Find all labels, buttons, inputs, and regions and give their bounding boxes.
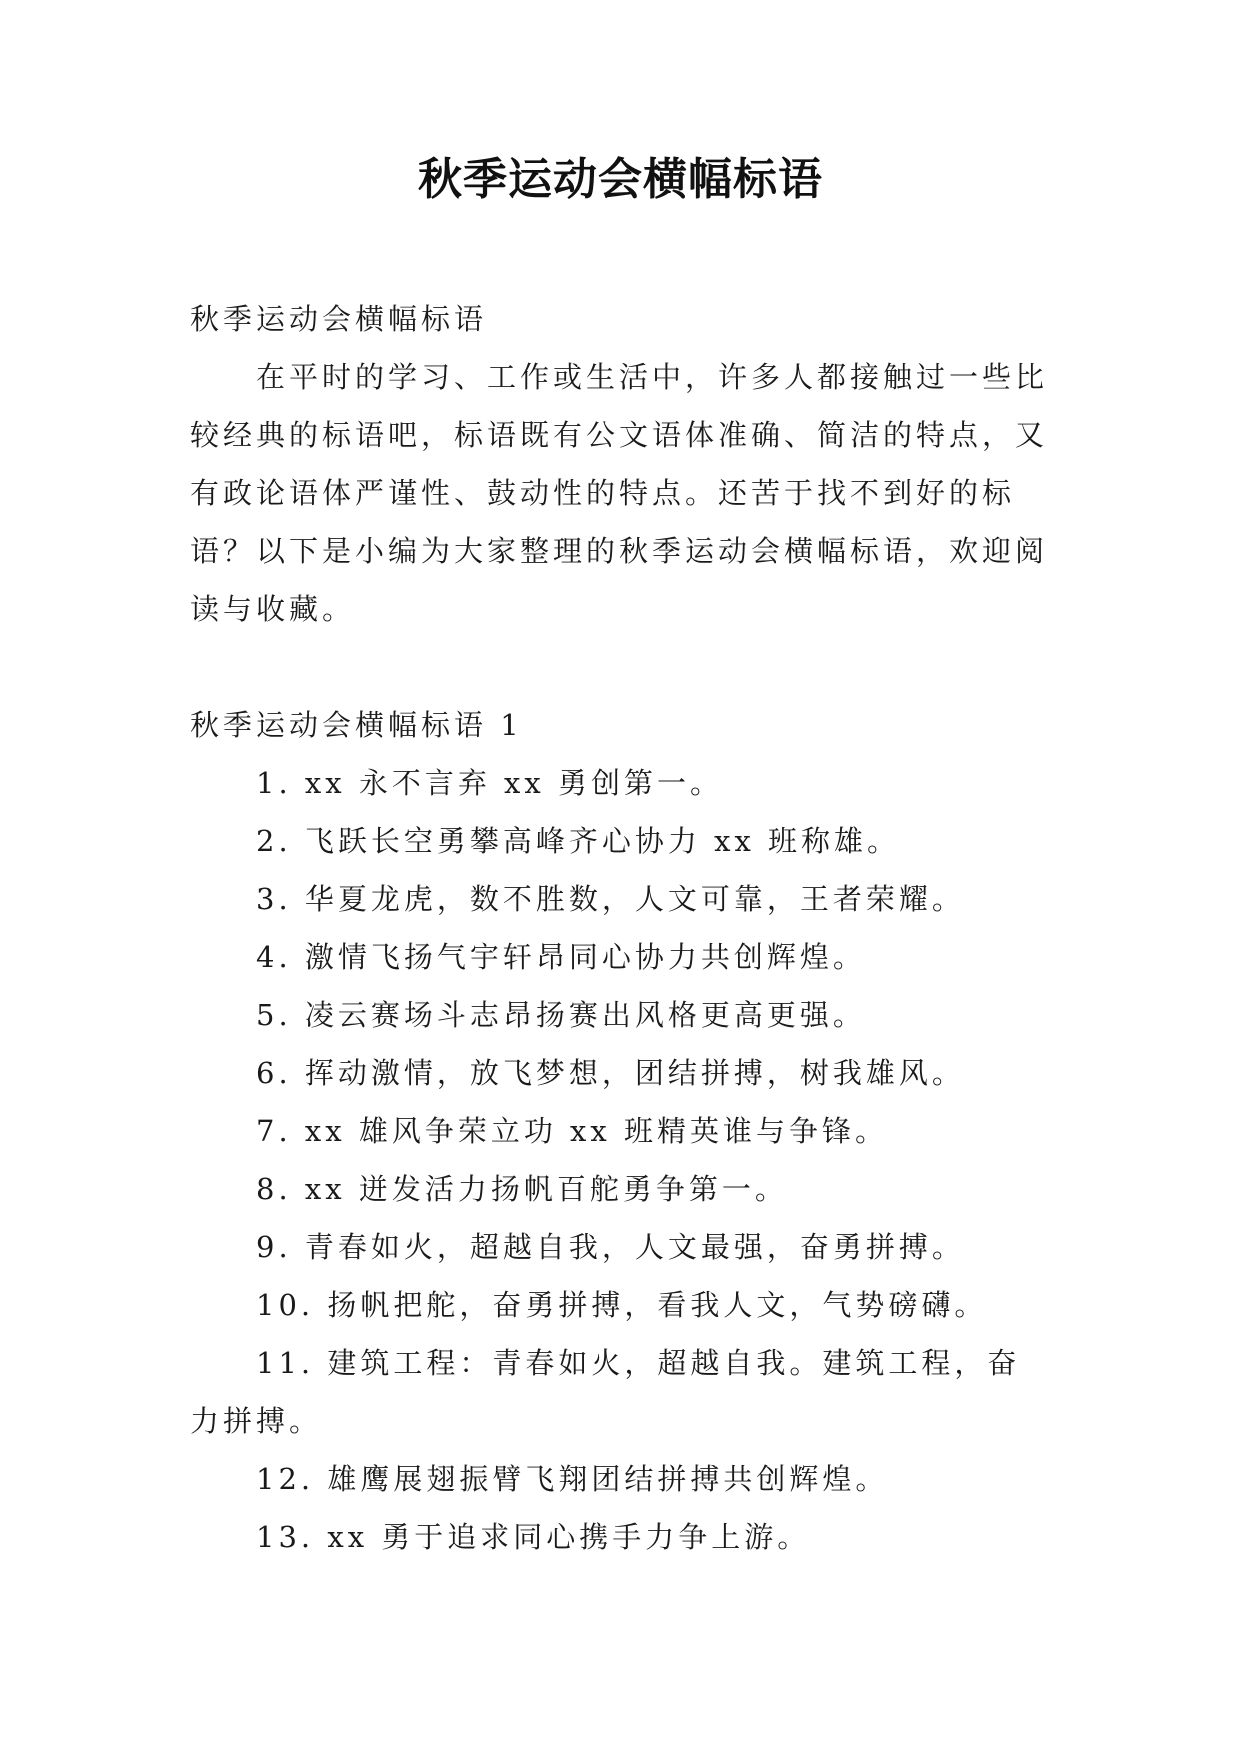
slogan-item: 6. 挥动激情，放飞梦想，团结拼搏，树我雄风。 [256,1056,965,1090]
document-body [190,290,1050,1566]
slogan-item: 4. 激情飞扬气宇轩昂同心协力共创辉煌。 [256,940,866,974]
intro-paragraph: 在平时的学习、工作或生活中，许多人都接触过一些比较经典的标语吧，标语既有公文语体准确、简洁的特点，又有政论语体严谨性、鼓动性的特点。还苦于找不到好的标语？以下是小编为大家整理的秋季运动会横幅标语，欢迎阅读与收藏。 [190,360,1049,626]
slogan-item: 13. xx 勇于追求同心携手力争上游。 [256,1520,811,1554]
document-subtitle: 秋季运动会横幅标语 [190,302,488,336]
slogan-item: 8. xx 迸发活力扬帆百舵勇争第一。 [256,1172,788,1206]
slogan-item: 12. 雄鹰展翅振臂飞翔团结拼搏共创辉煌。 [256,1462,889,1496]
paragraph-spacer [190,638,1050,696]
slogan-item: 11. 建筑工程：青春如火，超越自我。建筑工程，奋力拼搏。 [190,1346,1021,1438]
slogan-item: 10. 扬帆把舵，奋勇拼搏，看我人文，气势磅礴。 [256,1288,988,1322]
slogan-item: 7. xx 雄风争荣立功 xx 班精英谁与争锋。 [256,1114,888,1148]
section-heading: 秋季运动会横幅标语 1 [190,708,523,742]
slogan-item: 2. 飞跃长空勇攀高峰齐心协力 xx 班称雄。 [256,824,901,858]
slogan-item: 3. 华夏龙虎，数不胜数，人文可靠，王者荣耀。 [256,882,965,916]
slogan-item: 1. xx 永不言弃 xx 勇创第一。 [256,766,723,800]
document-title: 秋季运动会横幅标语 [418,154,823,205]
slogan-item: 5. 凌云赛场斗志昂扬赛出风格更高更强。 [256,998,866,1032]
slogan-item: 9. 青春如火，超越自我，人文最强，奋勇拼搏。 [256,1230,965,1264]
